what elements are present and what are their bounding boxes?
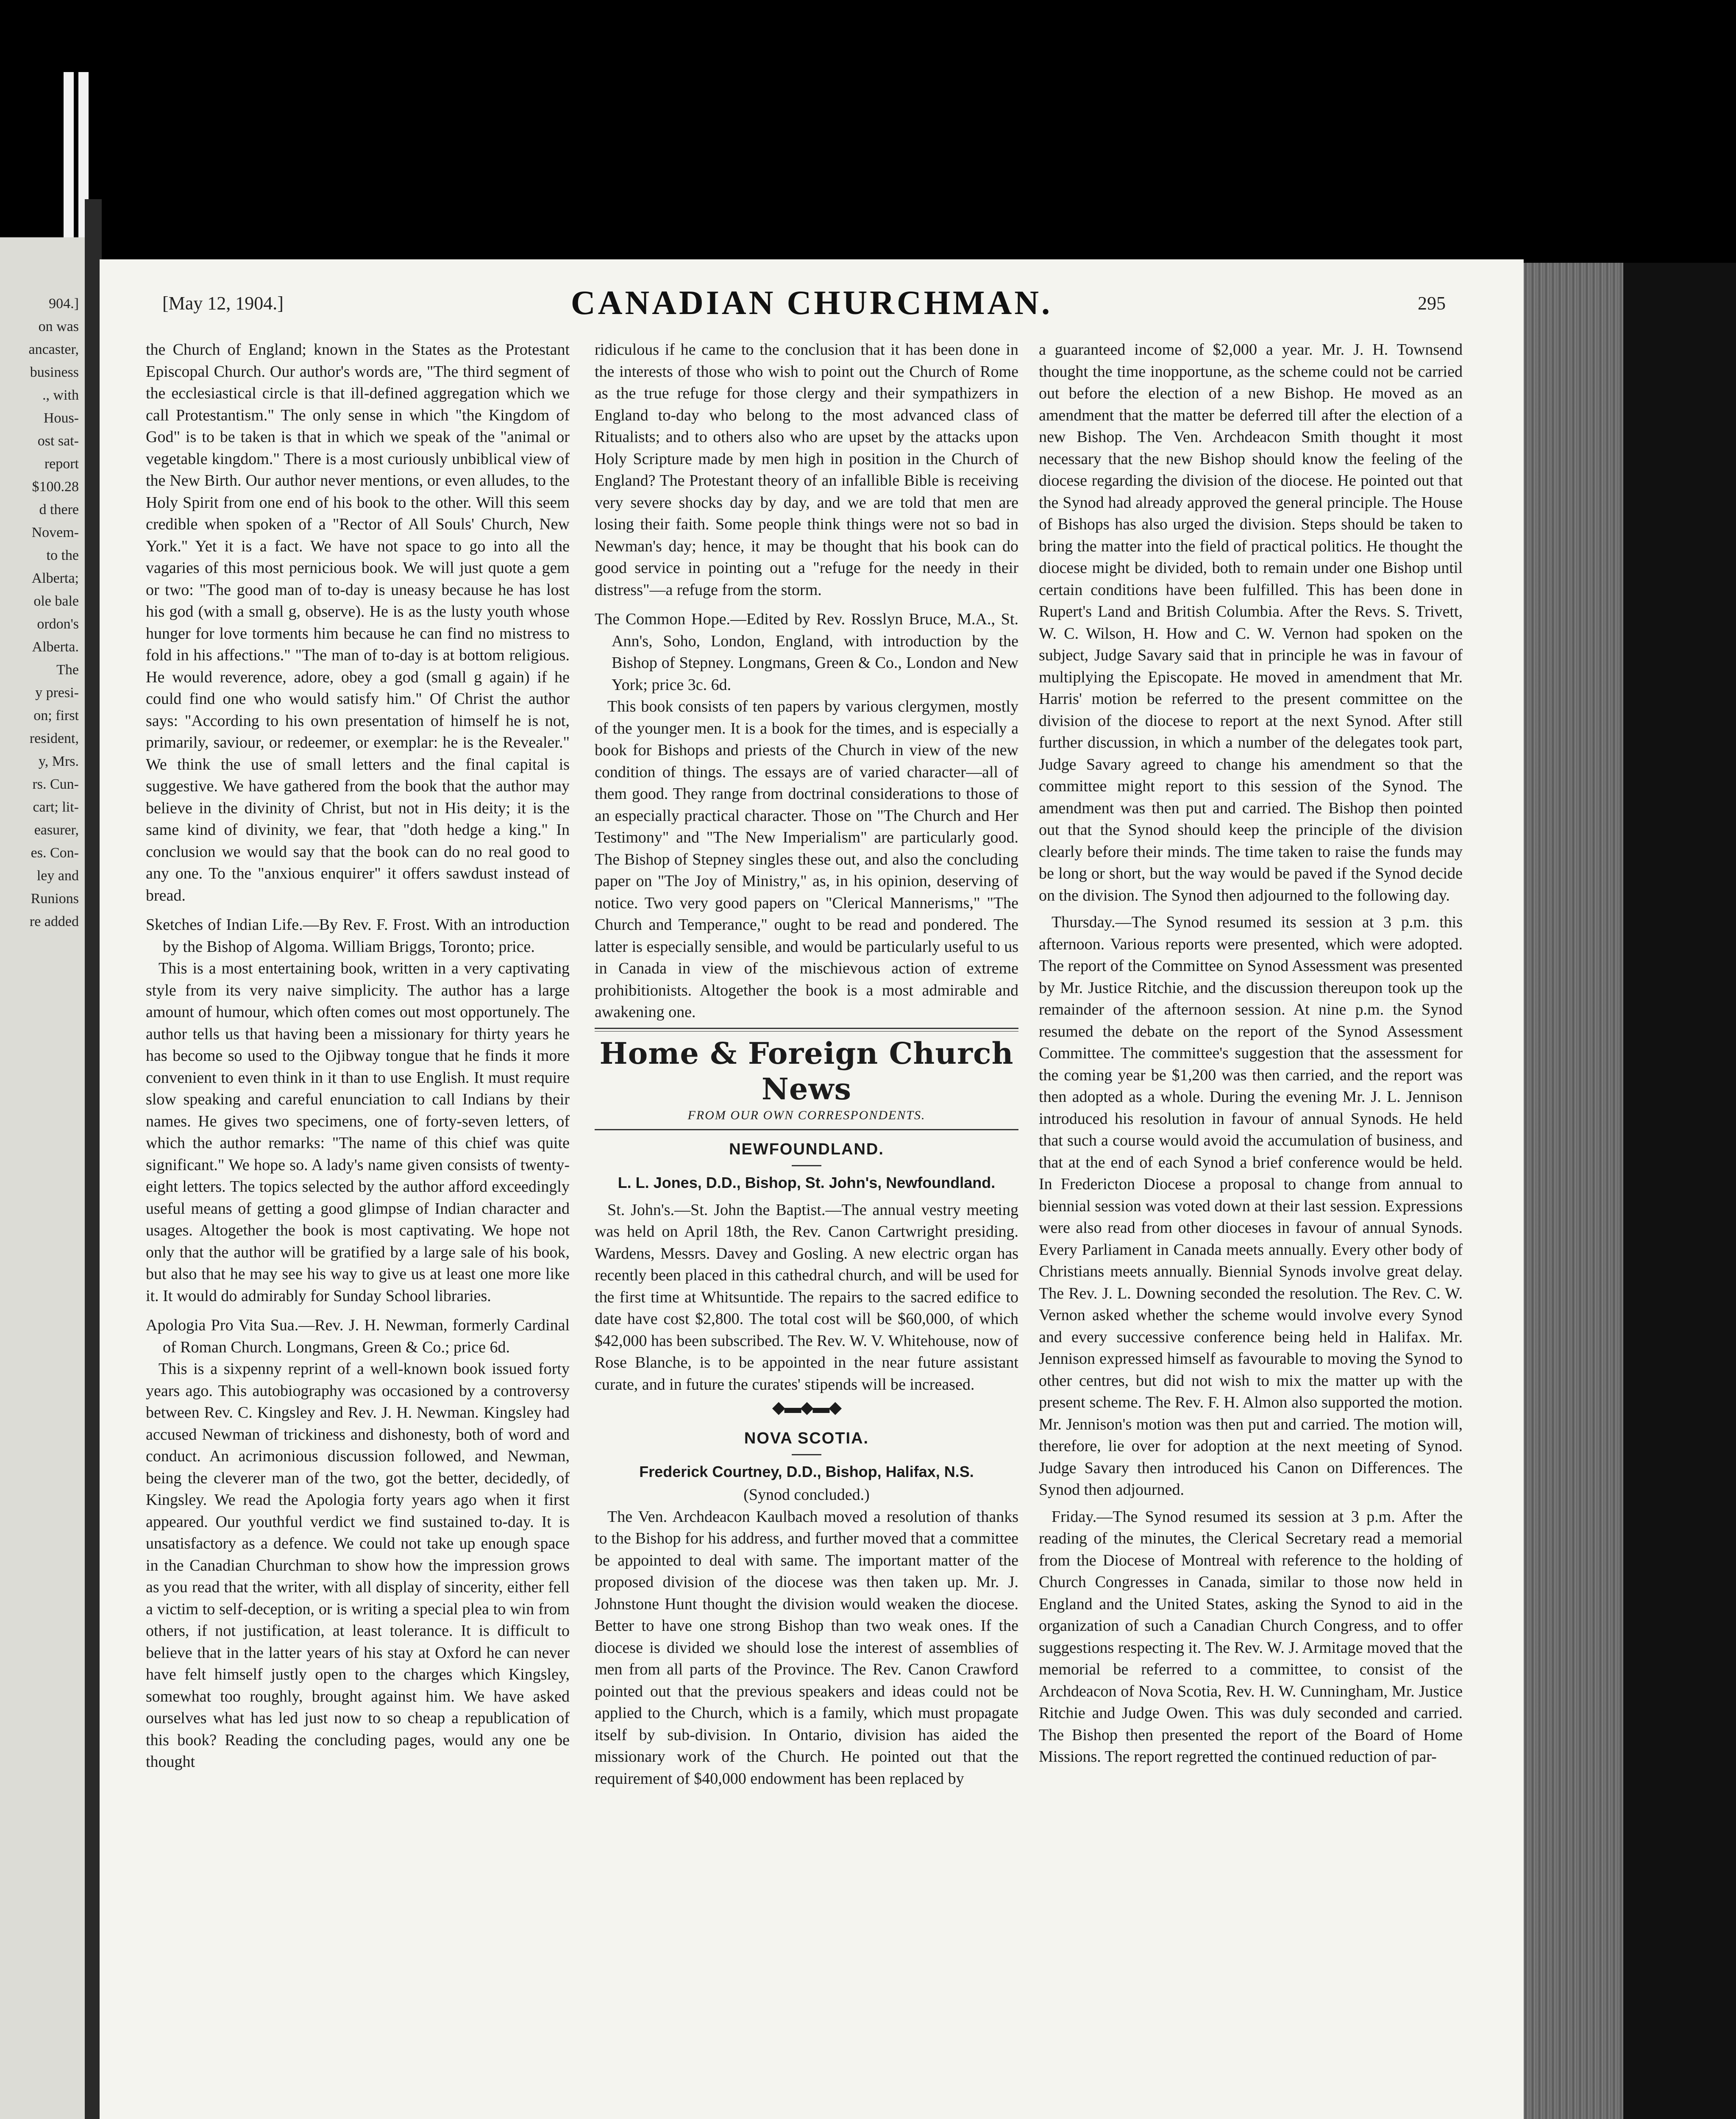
edge-text-line: ole bale xyxy=(33,593,79,609)
short-rule xyxy=(792,1165,821,1166)
edge-text-line: report xyxy=(44,456,79,472)
edge-text-line: on; first xyxy=(33,708,79,723)
bishop-heading: L. L. Jones, D.D., Bishop, St. John's, Newfoundland. xyxy=(618,1174,996,1191)
edge-text-line: ost sat- xyxy=(37,433,79,449)
edge-text-line: y, Mrs. xyxy=(38,754,79,769)
edge-text-line: Alberta; xyxy=(31,570,79,586)
news-text: The Ven. Archdeacon Kaulbach moved a resolution of thanks to the Bishop for his address, and further moved that a committee be appointed to deal with same. The important matter of the proposed division of the diocese was then taken up. Mr. J. Johnstone Hunt thought the division would weaken the diocese. Better to have one strong Bishop than two weak ones. If the diocese is divided we should lose the interest of assemblies of men from all parts of the Province. The Rev. Canon Crawford pointed out that the previous speakers and ideas could not be applied to the Church, which is a family, which must propagate itself by sub-division. In Ontario, division has aided the missionary work of the Church. He pointed out that the requirement of $40,000 endowment has been replaced by xyxy=(595,1507,1018,1788)
edge-text-line: re added xyxy=(29,914,79,929)
edge-text-line: ancaster, xyxy=(28,342,79,357)
edge-text-line: ordon's xyxy=(37,616,79,632)
edge-text-line: The xyxy=(56,662,79,678)
news-text: a guaranteed income of $2,000 a year. Mr. J. H. Townsend thought the time inopportune, as the scheme could not be carried out before the election of a new Bishop. He moved as an amendment that the matter be deferred till after the election of a new Bishop. The Ven. Archdeacon Smith thought it most necessary that the new Bishop should know the feeling of the diocese regarding the division of the diocese. He pointed out that the Synod had already approved the general principle. The House of Bishops has also urged the division. Steps should be taken to bring the matter into the field of practical politics. He thought the diocese might be divided, both to remain under one Bishop until certain conditions have been fulfilled. This has been done in Rupert's Land and British Columbia. After the Revs. S. Trivett, W. C. Wilson, H. How and C. W. Vernon had spoken on the subject, Judge Savary said that in principle he was in favour of multiplying the Episcopate. He moved in amendment that Mr. Harris' motion be referred to the present committee on the division of the diocese to report at the next Synod. After still further discussion, in which a number of the delegates took part, Judge Savary agreed to change his amendment so that the committee might report to this session of the Synod. The amendment was then put and carried. The Bishop then pointed out that the Synod should keep the principle of the division clearly before their minds. The time taken to raise the funds may be long or short, but the way would be paved if the Synod decide on the division. The Synod then adjourned to the following day. xyxy=(1039,341,1463,904)
edge-text-line: ., with xyxy=(42,387,79,403)
scan-background xyxy=(1623,263,1736,2119)
book-spine xyxy=(85,199,102,2119)
news-text: Friday.—The Synod resumed its session at 3 p.m. After the reading of the minutes, the Clerical Secretary read a memorial from the Diocese of Montreal with reference to the holding of Church Congresses in Canada, similar to those now held in England and the United States, asking the Synod to aid in the organization of such a Canadian Church Congress, and to offer suggestions respecting it. The Rev. W. J. Armitage moved that the memorial be referred to a committee, to consist of the Archdeacon of Nova Scotia, Rev. H. W. Cunningham, Mr. Justice Ritchie and Judge Owen. This was duly seconded and carried. The Bishop then presented the report of the Board of Home Missions. The report regretted the continued reduction of par- xyxy=(1039,1507,1463,1766)
edge-text-line: business xyxy=(30,364,79,380)
review-text: This book consists of ten papers by various clergymen, mostly of the younger men. It is a book for the times, and is especially a book for Bishops and priests of the Church in view of the new condition of things. The essays are of varied character—all of them good. They range from doctrinal considerations to those of an especially practical character. Those on "The Church and Her Testimony" and "The New Imperialism" are particularly good. The Bishop of Stepney singles these out, and also the concluding paper on "The Joy of Ministry," as, in his opinion, deserving of notice. Two very good papers on "Clerical Mannerisms," "The Church and Temperance," ought to be read and pondered. The latter is especially sensible, and would be particularly useful to us in Canada in view of the mischievous action of extreme prohibitionists. Altogether the book is a most admirable and awakening one. xyxy=(595,698,1018,1021)
page-number: 295 xyxy=(1418,293,1446,314)
edge-text-line: Runions xyxy=(31,891,79,907)
article-text: the Church of England; known in the States as the Protestant Episcopal Church. Our author's words are, "The third segment of the ecclesiastical circle is that ill-defined aggregation which we call Protestantism." The only sense in which "the Kingdom of God" is to be taken is that in which we speak of the "animal or vegetable kingdom." There is a most curiously unbiblical view of the New Birth. Our author never mentions, or even alludes, to the Holy Spirit from one end of his book to the other. Will this seem credible when spoken of a "Rector of All Souls' Church, New York." Yet it is a fact. We have not space to go into all the vagaries of this most pernicious book. We will just quote a gem or two: "The good man of to-day is uneasy because he has lost his god (with a small g, observe). He is as the lusty youth whose hunger for love torments him because he can find no mistress to fold in his affections." "The man of to-day is at bottom religious. He would reverence, adore, obey a god (small g again) if he could find one who would satisfy him." Of Christ the author says: "According to his own presentation of himself he is not, primarily, saviour, or redeemer, or exemplar: he is the Revealer." We think the use of small letters and the final capital is suggestive. We have gathered from the book that the author may believe in the divinity of Christ, but not in His deity; it is the same kind of divinity, we fear, that "doth hedge a king." In conclusion we would say that the book can do no real good to any one. To the "anxious enquirer" it offers sawdust instead of bread. xyxy=(146,341,570,904)
edge-text-line: on was xyxy=(38,319,79,334)
edge-text-line: easurer, xyxy=(34,822,79,838)
ornament-divider: ◆▬◆▬◆ xyxy=(772,1398,841,1417)
header-date: [May 12, 1904.] xyxy=(162,293,284,314)
masthead-title: CANADIAN CHURCHMAN. xyxy=(570,284,1053,322)
edge-text-line: Hous- xyxy=(43,410,79,426)
column-2 xyxy=(595,339,1018,1790)
edge-text-line: ley and xyxy=(36,868,79,884)
edge-text-line: es. Con- xyxy=(31,845,79,861)
bishop-heading: Frederick Courtney, D.D., Bishop, Halifax, N.S. xyxy=(639,1463,974,1480)
section-heading: NOVA SCOTIA. xyxy=(744,1429,869,1447)
edge-text-line: 904.] xyxy=(49,296,79,311)
review-text: This is a sixpenny reprint of a well-known book issued forty years ago. This autobiography was occasioned by a controversy between Rev. C. Kingsley and Rev. J. H. Newman. Kingsley had accused Newman of trickiness and dishonesty, both of word and conduct. An acrimonious discussion followed, and Newman, being the cleverer man of the two, got the better, decidedly, of Kingsley. We read the Apologia forty years ago when it first appeared. Our youthful verdict we find sustained to-day. It is unsatisfactory as a defence. We could not take up enough space in the Canadian Churchman to show how the impression grows as you read that the writer, with all display of sincerity, either fell a victim to self-deception, or is writing a special plea to win from others, if not justification, at least tolerance. It is difficult to believe that in the latter years of his stay at Oxford he can never have felt himself justly open to the charges which Kingsley, somewhat too roughly, brought against him. We have asked ourselves what has led just now to so cheap a republication of this book? Reading the concluding pages, would any one be thought xyxy=(146,1360,570,1771)
edge-text-line: resident, xyxy=(29,731,79,746)
book-title: Sketches of Indian Life.—By Rev. F. Frost. With an introduction by the Bishop of Algoma. William Briggs, Toronto; price. xyxy=(146,916,570,956)
newspaper-page xyxy=(100,259,1524,2119)
edge-text-line: y presi- xyxy=(35,685,79,701)
edge-text-line: d there xyxy=(39,502,79,517)
page-stack-edge xyxy=(1522,263,1623,2119)
edge-text-line: $100.28 xyxy=(32,479,79,495)
section-banner: Home & Foreign Church News xyxy=(599,1035,1014,1107)
banner-rule xyxy=(595,1129,1018,1130)
banner-subtitle: FROM OUR OWN CORRESPONDENTS. xyxy=(687,1108,926,1122)
short-rule xyxy=(792,1454,821,1455)
news-text: Thursday.—The Synod resumed its session at 3 p.m. this afternoon. Various reports were presented, which were adopted. The report of the Committee on Synod Assessment was presented by Mr. Justice Ritchie, and the discussion thereupon took up the remainder of the afternoon session. At nine p.m. the Synod resumed the debate on the report of the Synod Assessment Committee. The committee's suggestion that the assessment for the coming year be $1,200 was then carried, and the report was then adopted as a whole. During the evening Mr. J. L. Jennison introduced his resolution in favour of annual Synods. He held that such a course would avoid the accumulation of business, and that at the end of each Synod a brief conference would be held. In Fredericton Diocese a proposal to change from annual to biennial session was voted down at their last session. Expressions were also read from other dioceses in favour of annual Synods. Every Parliament in Canada meets annually. Every other body of Christians meets annually. Biennial Synods involve great delay. The Rev. J. L. Downing seconded the resolution. The Rev. C. W. Vernon asked whether the scheme would involve every Synod and every successive conference being held in Halifax. Mr. Jennison expressed himself as favourable to moving the Synod to other centres, but did not wish to mix the matter up with the present scheme. The Rev. F. H. Almon also supported the motion. Mr. Jennison's motion was then put and carried. The motion will, therefore, lie over for adoption at the next meeting of Synod. Judge Savary then introduced his Canon on Differences. The Synod then adjourned. xyxy=(1039,913,1463,1499)
edge-text-line: rs. Cun- xyxy=(32,776,79,792)
column-3 xyxy=(1039,339,1463,1768)
edge-text-line: Alberta. xyxy=(32,639,79,655)
section-heading: NEWFOUNDLAND. xyxy=(729,1140,884,1158)
news-text: St. John's.—St. John the Baptist.—The annual vestry meeting was held on April 18th, the Rev. Canon Cartwright presiding. Wardens, Messrs. Davey and Gosling. A new electric organ has recently been placed in this cathedral church, and will be used for the first time at Whitsuntide. The repairs to the sacred edifice to date have cost $2,800. The total cost will be $60,000, of which $42,000 has been subscribed. The Rev. W. V. Whitehouse, now of Rose Blanche, is to be appointed in the near future assistant curate, and in future the curates' stipends will be increased. xyxy=(595,1201,1018,1393)
edge-text-line: cart; lit- xyxy=(33,799,79,815)
book-title: Apologia Pro Vita Sua.—Rev. J. H. Newman, formerly Cardinal of Roman Church. Longmans, Green & Co.; price 6d. xyxy=(146,1316,570,1356)
review-text: This is a most entertaining book, written in a very captivating style from its very naive simplicity. The author has a large amount of humour, which often comes out most opportunely. The author tells us that having been a missionary for thirty years he has become so used to the Ojibway tongue that he finds it more convenient to even think in it than to use English. It must require slow speaking and careful enunciation to call Indians by their names. He gives two specimens, one of forty-seven letters, of which the author remarks: "The name of this chief was quite significant." We hope so. A lady's name given consists of twenty-eight letters. The topics selected by the author afford exceedingly useful means of getting a good glimpse of Indian character and usages. Altogether the book is most captivating. We hope not only that the author will be gratified by a large sale of his book, but also that he may see his way to give us at least one more like it. It would do admirably for Sunday School libraries. xyxy=(146,959,570,1305)
facing-page-edge xyxy=(0,237,85,2119)
column-1 xyxy=(146,339,570,1773)
article-text: ridiculous if he came to the conclusion that it has been done in the interests of those who wish to point out the Church of Rome as the true refuge for those clergy and their sympathizers in England to-day who belong to the most advanced class of Ritualists; and to others also who are upset by the attacks upon Holy Scripture made by men high in position in the Church of England? The Protestant theory of an infallible Bible is receiving very severe shocks day by day, and we are told that men are losing their faith. Some people think things were not so bad in Newman's day; hence, it may be thought that his book can do good service in pointing out a "refuge for the needy in their distress"—a refuge from the storm. xyxy=(595,341,1018,599)
edge-text-line: Novem- xyxy=(31,525,79,540)
book-title: The Common Hope.—Edited by Rev. Rosslyn Bruce, M.A., St. Ann's, Soho, London, England, with introduction by the Bishop of Stepney. Longmans, Green & Co., London and New York; price 3c. 6d. xyxy=(595,610,1018,694)
section-divider xyxy=(595,1028,1018,1032)
edge-text-line: to the xyxy=(46,548,79,563)
subheading: (Synod concluded.) xyxy=(743,1486,870,1504)
